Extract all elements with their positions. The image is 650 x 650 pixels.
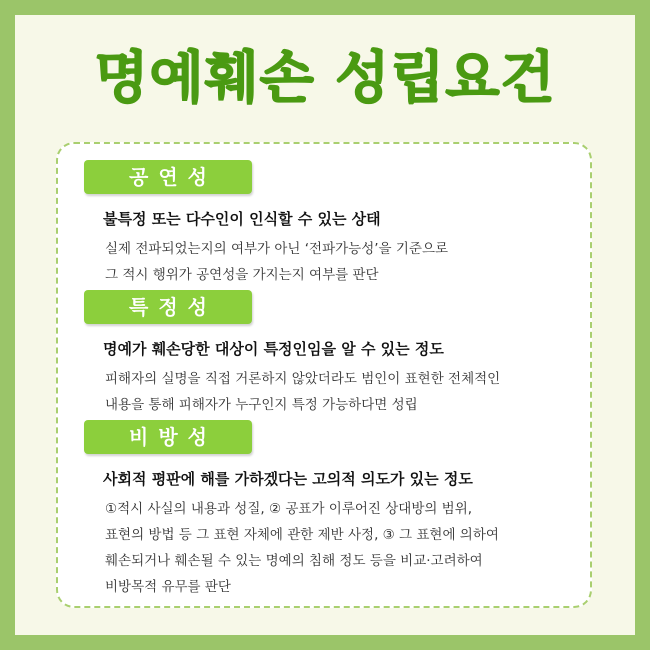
section-heading-publicity: 불특정 또는 다수인이 인식할 수 있는 상태 [103,210,381,228]
page-title: 명예훼손 성립요건 [94,46,556,111]
section-body-publicity [105,236,448,288]
section-label-publicity: 공연성 [84,160,252,194]
section-body-specificity [105,366,500,418]
body-line: 실제 전파되었는지의 여부가 아닌 ‘전파가능성’을 기준으로 [105,241,449,257]
section-body-defamatory-intent [105,496,499,600]
body-line: ①적시 사실의 내용과 성질, ② 공표가 이루어진 상대방의 범위, [105,501,473,517]
body-line: 내용을 통해 피해자가 누구인지 특정 가능하다면 성립 [105,397,418,413]
body-line: 표현의 방법 등 그 표현 자체에 관한 제반 사정, ③ 그 표현에 의하여 [105,527,499,543]
body-line: 비방목적 유무를 판단 [105,579,231,595]
content-card [56,142,592,608]
section-label-specificity: 특정성 [84,290,252,324]
section-label-defamatory-intent: 비방성 [84,420,252,454]
body-line: 피해자의 실명을 직접 거론하지 않았더라도 범인이 표현한 전체적인 [105,371,501,387]
body-line: 그 적시 행위가 공연성을 가지는지 여부를 판단 [105,267,379,283]
body-line: 훼손되거나 훼손될 수 있는 명예의 침해 정도 등을 비교·고려하여 [105,553,483,569]
section-heading-specificity: 명예가 훼손당한 대상이 특정인임을 알 수 있는 정도 [103,340,444,358]
section-heading-defamatory-intent: 사회적 평판에 해를 가하겠다는 고의적 의도가 있는 정도 [103,470,473,488]
